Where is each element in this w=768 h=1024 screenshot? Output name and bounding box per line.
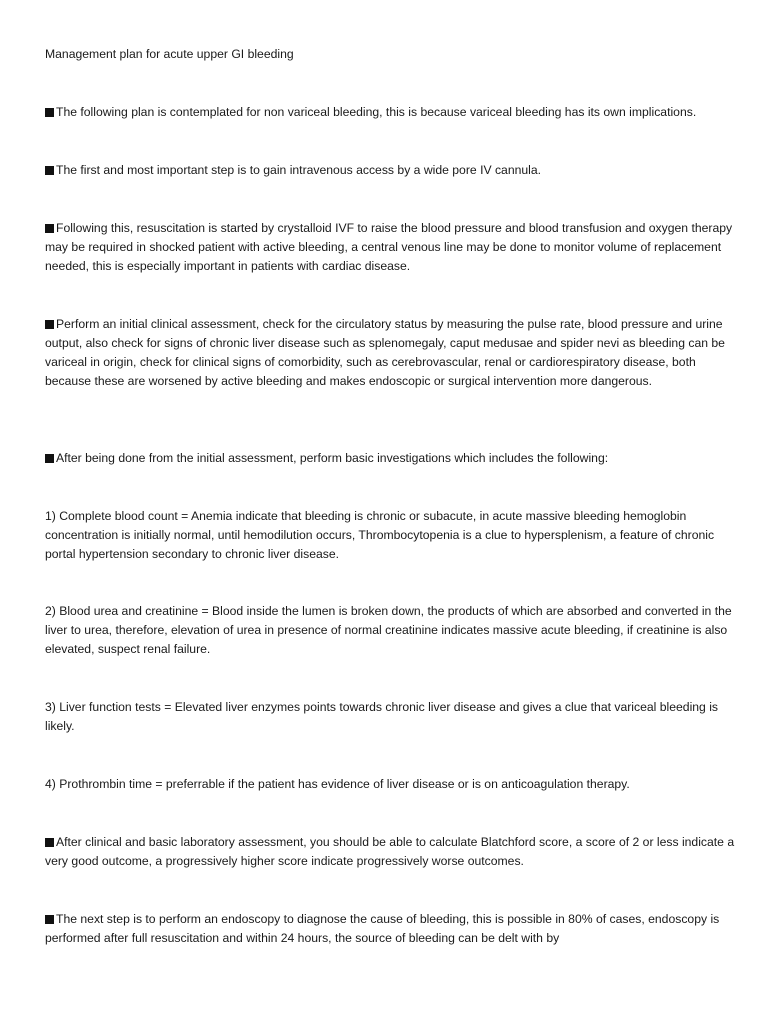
paragraph-text: After clinical and basic laboratory assessment, you should be able to calculate Blatchford score, a score of 2 or less indicate a very good outcome, a progressively higher score indicate progressively worse outcomes. [45,835,735,868]
paragraph-text: The following plan is contemplated for non variceal bleeding, this is because variceal bleeding has its own implications. [56,105,697,119]
square-bullet-icon [45,915,54,924]
paragraph-endoscopy [45,910,735,948]
square-bullet-icon [45,320,54,329]
paragraph-resuscitation [45,219,735,276]
paragraph-nonvariceal-plan [45,103,735,122]
paragraph-text: Following this, resuscitation is started by crystalloid IVF to raise the blood pressure and blood transfusion and oxygen therapy may be required in shocked patient with active bleeding, a central venous line may be done to monitor volume of replacement needed, this is especially important in patients with cardiac disease. [45,221,733,273]
paragraph-clinical-assessment [45,315,735,391]
paragraph-investigations [45,449,735,468]
square-bullet-icon [45,166,54,175]
list-item-blood-count: 1) Complete blood count = Anemia indicate that bleeding is chronic or subacute, in acute massive bleeding hemoglobin concentration is initially normal, until hemodilution occurs, Thrombocytopenia is a clue to hypersplenism, a feature of chronic portal hypertension secondary to chronic liver disease. [45,509,715,561]
paragraph-text: The first and most important step is to gain intravenous access by a wide pore IV cannula. [56,163,542,177]
paragraph-text: The next step is to perform an endoscopy to diagnose the cause of bleeding, this is possible in 80% of cases, endoscopy is performed after full resuscitation and within 24 hours, the source of bleeding can be delt with by [45,912,720,945]
paragraph-text: Perform an initial clinical assessment, check for the circulatory status by measuring the pulse rate, blood pressure and urine output, also check for signs of chronic liver disease such as splenomegaly, caput medusae and spider nevi as bleeding can be variceal in origin, check for clinical signs of comorbidity, such as cerebrovascular, renal or cardiorespiratory disease, both because these are worsened by active bleeding and makes endoscopic or surgical intervention more dangerous. [45,317,725,388]
paragraph-text: After being done from the initial assessment, perform basic investigations which includes the following: [56,451,609,465]
paragraph-iv-access [45,161,735,180]
square-bullet-icon [45,108,54,117]
list-item-prothrombin: 4) Prothrombin time = preferrable if the patient has evidence of liver disease or is on anticoagulation therapy. [45,777,630,791]
list-item-liver-function: 3) Liver function tests = Elevated liver enzymes points towards chronic liver disease and gives a clue that variceal bleeding is likely. [45,700,719,733]
square-bullet-icon [45,454,54,463]
list-item-urea-creatinine: 2) Blood urea and creatinine = Blood inside the lumen is broken down, the products of which are absorbed and converted in the liver to urea, therefore, elevation of urea in presence of normal creatinine indicates massive acute bleeding, if creatinine is also elevated, suspect renal failure. [45,604,732,656]
square-bullet-icon [45,224,54,233]
square-bullet-icon [45,838,54,847]
paragraph-blatchford [45,833,735,871]
document-title: Management plan for acute upper GI bleeding [45,47,294,61]
